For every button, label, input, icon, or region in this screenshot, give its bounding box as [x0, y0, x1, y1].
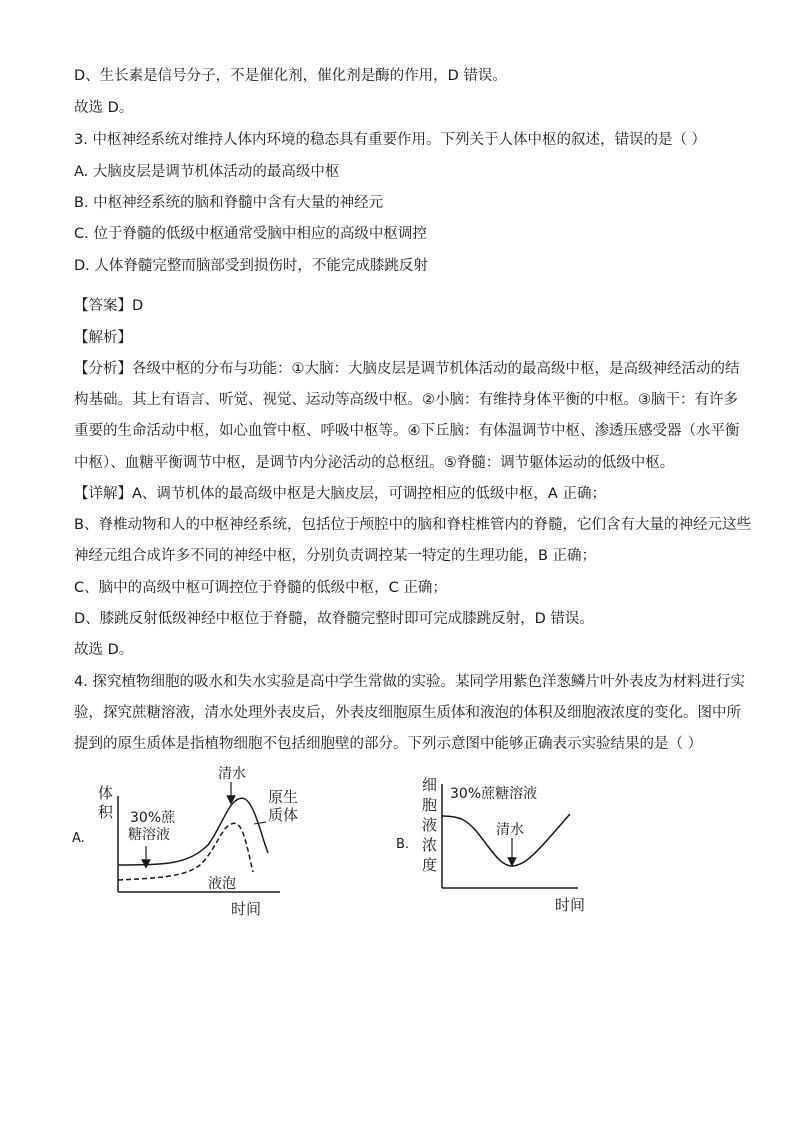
protoplast-label: 质体	[268, 806, 299, 824]
answer-label: 【答案】D	[74, 298, 144, 314]
vacuole-label: 液泡	[208, 876, 236, 892]
protoplast-label: 原生	[268, 788, 299, 806]
text-line: B、脊椎动物和人的中枢神经系统，包括位于颅腔中的脑和脊柱椎管内的脊髓，它们含有大量的神经元这些	[74, 517, 751, 533]
text-line: D、生长素是信号分子，不是催化剂，催化剂是酶的作用，D 错误。	[74, 68, 507, 84]
option-d: D. 人体脊髓完整而脑部受到损伤时，不能完成膝跳反射	[74, 258, 428, 274]
figure-b-ylabel: 浓	[422, 836, 438, 854]
sugar-label: 30%蔗糖溶液	[450, 786, 538, 802]
text-line: 【分析】各级中枢的分布与功能：①大脑：大脑皮层是调节机体活动的最高级中枢，是高级神经活动的结	[74, 361, 740, 377]
figure-b-ylabel: 胞	[422, 796, 438, 814]
figure-b-ylabel: 液	[422, 816, 438, 834]
text-line: 神经元组合成许多不同的神经中枢，分别负责调控某一特定的生理功能，B 正确；	[74, 548, 597, 564]
sugar-label: 糖溶液	[128, 827, 170, 843]
option-a-label: A.	[72, 831, 85, 846]
option-b: B. 中枢神经系统的脑和脊髓中含有大量的神经元	[74, 195, 384, 211]
water-label: 清水	[496, 822, 524, 838]
water-label: 清水	[218, 766, 246, 782]
sugar-label: 30%蔗	[130, 810, 176, 826]
text-line: 故选 D。	[74, 642, 134, 658]
text-line: 【详解】A、调节机体的最高级中枢是大脑皮层，可调控相应的低级中枢，A 正确；	[74, 486, 606, 502]
figure-a	[68, 760, 308, 920]
figure-b-ylabel: 细	[422, 776, 438, 794]
text-line: 提到的原生质体是指植物细胞不包括细胞壁的部分。下列示意图中能够正确表示实验结果的是（ ）	[74, 736, 703, 752]
question-4-stem: 4. 探究植物细胞的吸水和失水实验是高中学生常做的实验。某同学用紫色洋葱鳞片叶外表皮为材料进行实	[74, 674, 745, 690]
text-line: D、膝跳反射低级神经中枢位于脊髓，故脊髓完整时即可完成膝跳反射，D 错误。	[74, 611, 594, 627]
option-c: C. 位于脊髓的低级中枢通常受脑中相应的高级中枢调控	[74, 226, 427, 242]
figure-b-xlabel: 时间	[555, 896, 586, 914]
text-line: 构基础。其上有语言、听觉、视觉、运动等高级中枢。②小脑：有维持身体平衡的中枢。③脑干：有许多	[74, 392, 738, 408]
option-a: A. 大脑皮层是调节机体活动的最高级中枢	[74, 164, 340, 180]
figure-a-ylabel: 体	[98, 784, 114, 802]
figure-a-xlabel: 时间	[231, 900, 262, 918]
option-b-label: B.	[396, 837, 410, 852]
analysis-heading: 【解析】	[74, 330, 132, 346]
text-line: 验，探究蔗糖溶液，清水处理外表皮后，外表皮细胞原生质体和液泡的体积及细胞液浓度的变化。图中所	[74, 705, 741, 721]
question-3-stem: 3. 中枢神经系统对维持人体内环境的稳态具有重要作用。下列关于人体中枢的叙述，错误的是（ ）	[74, 132, 707, 148]
text-line: 故选 D。	[74, 100, 134, 116]
text-line: 中枢）、血糖平衡调节中枢，是调节内分泌活动的总枢纽。⑤脊髓：调节躯体运动的低级中枢。	[74, 455, 675, 471]
text-line: 重要的生命活动中枢，如心血管中枢、呼吸中枢等。④下丘脑：有体温调节中枢、渗透压感受器（水平衡	[74, 423, 740, 439]
figure-a-ylabel: 积	[98, 803, 114, 821]
figure-b-ylabel: 度	[422, 856, 438, 874]
figure-b	[392, 770, 602, 915]
text-line: C、脑中的高级中枢可调控位于脊髓的低级中枢，C 正确；	[74, 580, 447, 596]
